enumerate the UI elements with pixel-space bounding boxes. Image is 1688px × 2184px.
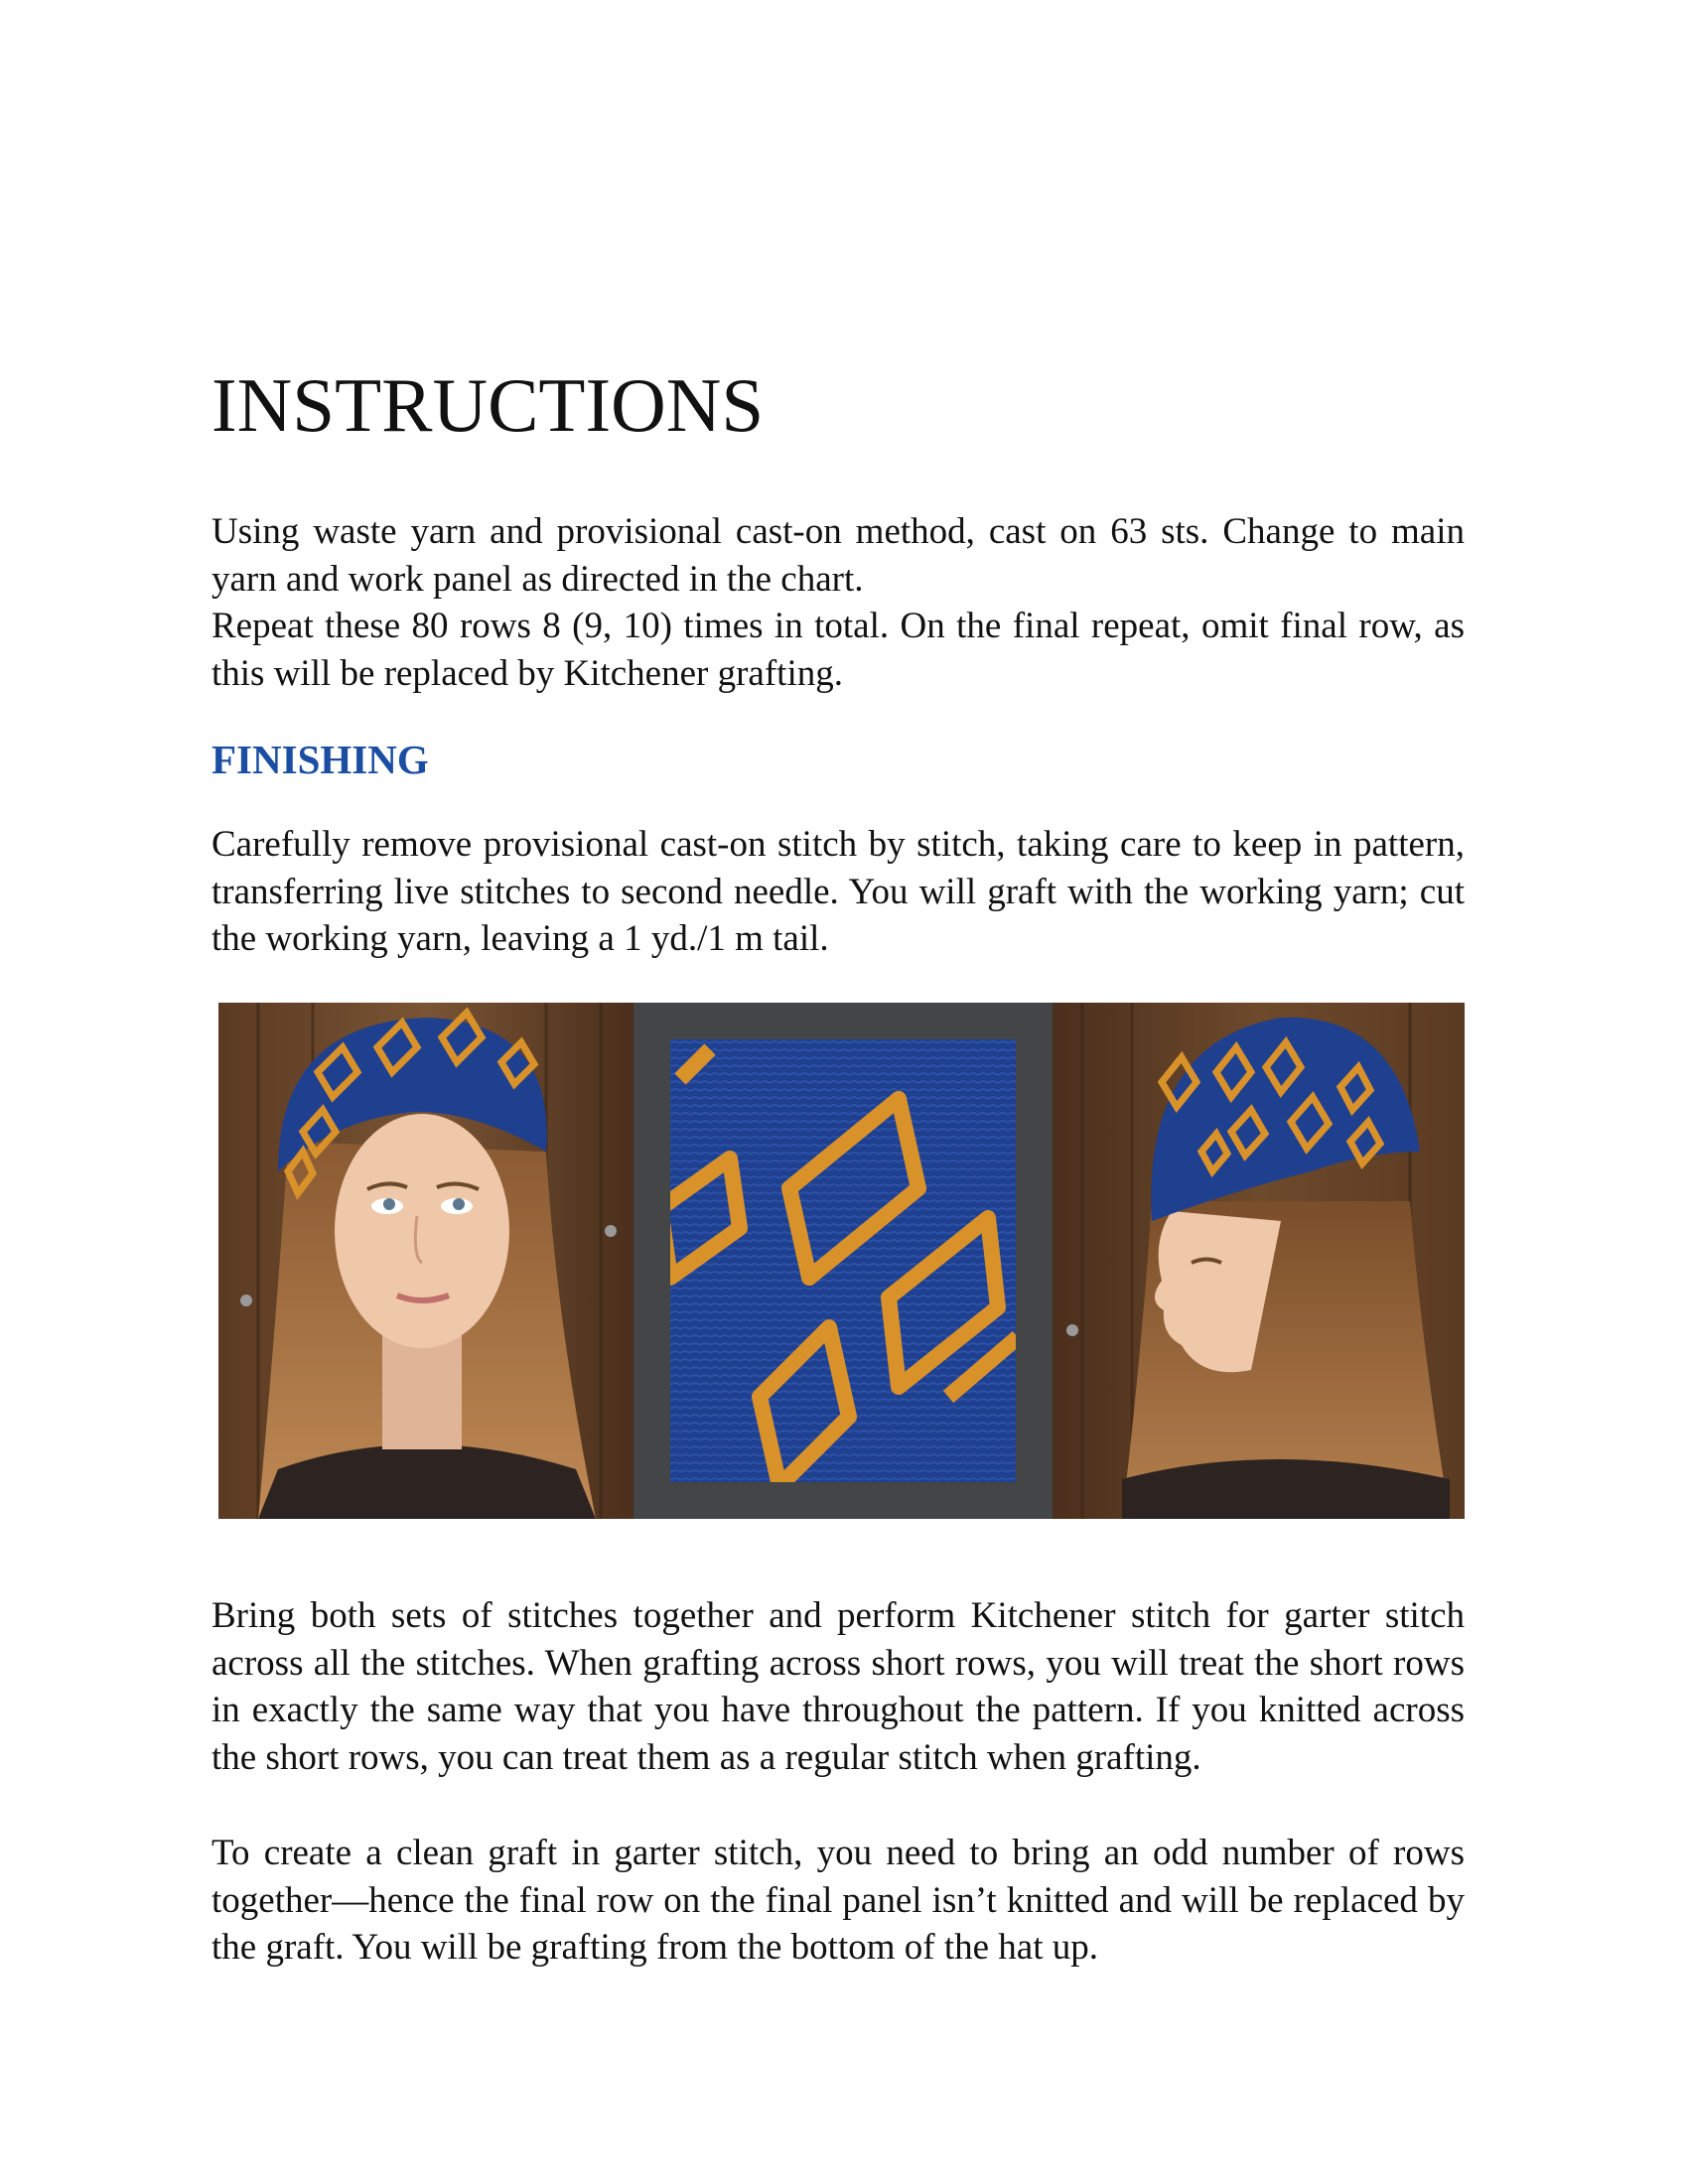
intro-paragraph-2: Repeat these 80 rows 8 (9, 10) times in total. On the final repeat, omit final row, as this will be replaced by Kitchener grafting. (211, 606, 1465, 694)
photo-swatch-closeup (633, 1003, 1053, 1519)
photo-model-profile (1053, 1003, 1465, 1519)
finishing-paragraph-3: To create a clean graft in garter stitch, you need to bring an odd number of rows together—hence the final row on the final panel isn’t knitted and will be replaced by the graft. You will be grafting from the bottom of the hat up. (211, 1833, 1465, 1968)
page-title: INSTRUCTIONS (211, 362, 765, 448)
hat-photo-strip (218, 1003, 1465, 1519)
finishing-paragraph-2: Bring both sets of stitches together and perform Kitchener stitch for garter stitch across all the stitches. When grafting across short rows, you will treat the short rows in exactly the same way that you have throughout the pattern. If you knitted across the short rows, you can treat them as a regular stitch when grafting. (211, 1595, 1465, 1778)
photo-model-front (218, 1003, 633, 1519)
finishing-heading: FINISHING (211, 737, 429, 782)
finishing-paragraph-1: Carefully remove provisional cast-on stitch by stitch, taking care to keep in pattern, transferring live stitches to second needle. You will graft with the working yarn; cut the working yarn, leaving a 1 yd./1 m tail. (211, 824, 1465, 959)
intro-paragraph-1: Using waste yarn and provisional cast-on method, cast on 63 sts. Change to main yarn and work panel as directed in the chart. (211, 511, 1465, 600)
